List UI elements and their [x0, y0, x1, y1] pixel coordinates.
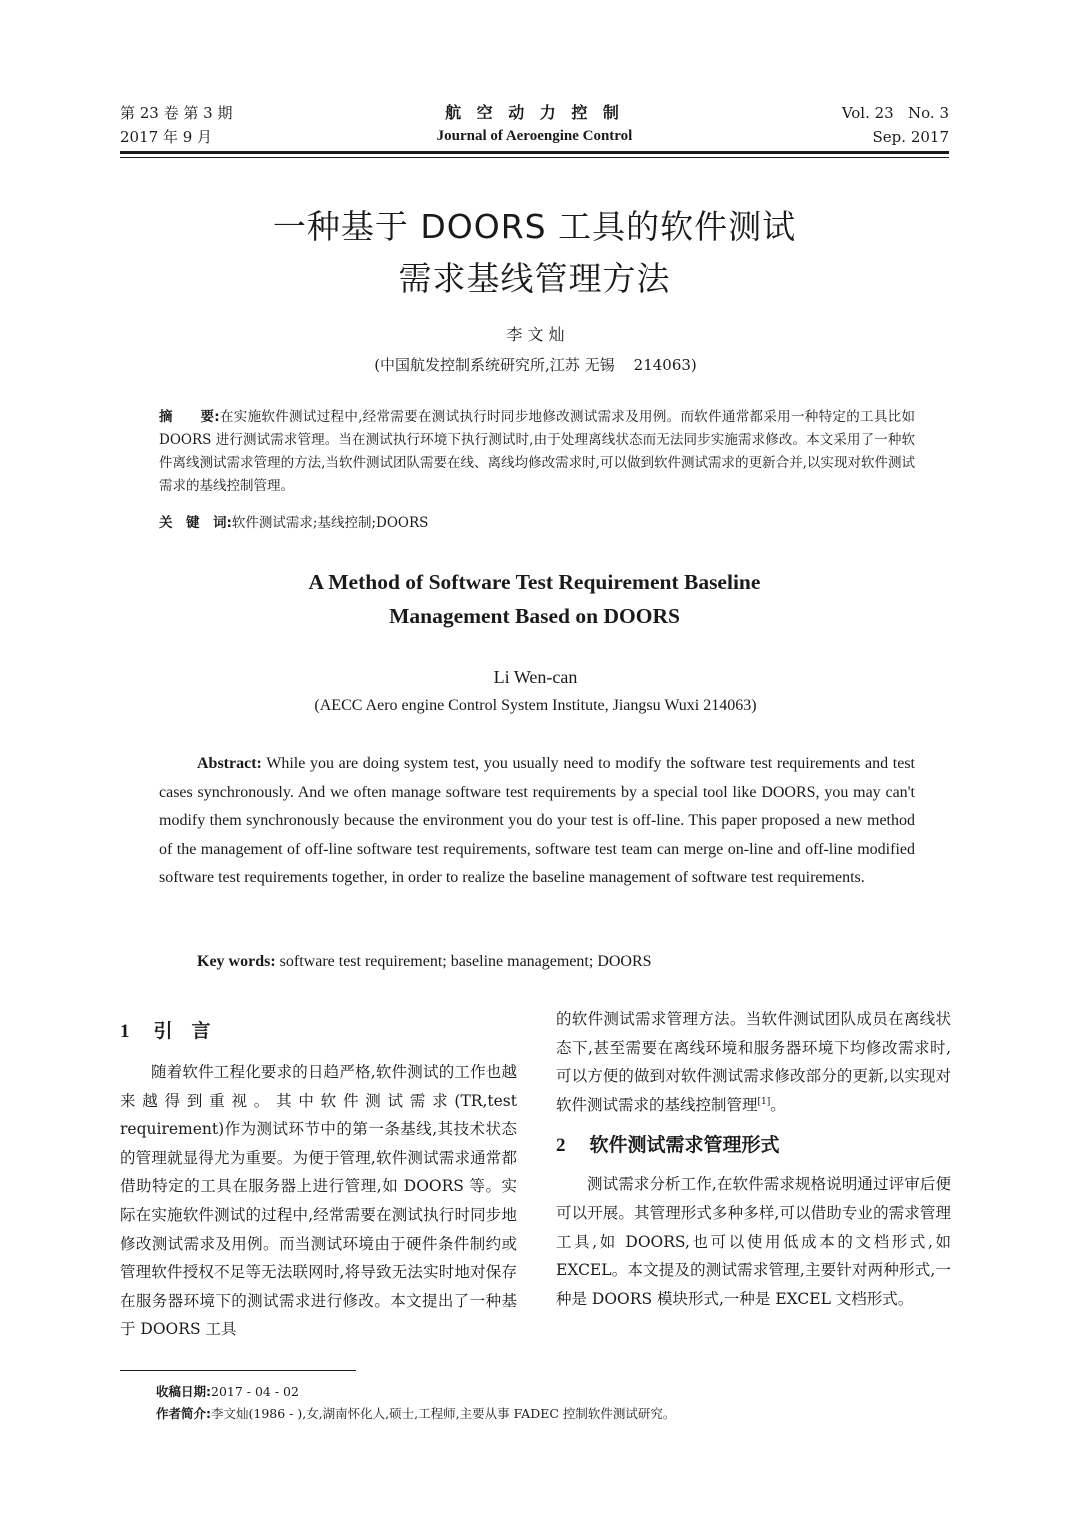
english-author: Li Wen-can — [493, 667, 578, 687]
abstract-cn-label: 摘 要: — [159, 409, 220, 425]
section-1-cont-end: 。 — [770, 1095, 786, 1114]
english-affiliation: (AECC Aero engine Control System Institute, Jiangsu Wuxi 214063) — [314, 697, 757, 714]
english-title — [120, 565, 949, 633]
abstract-cn-text: 在实施软件测试过程中,经常需要在测试执行时同步地修改测试需求及用例。而软件通常都采用一种特定的工具比如 DOORS 进行测试需求管理。当在测试执行环境下执行测试时,由于处理离线状态而无法同步实施需求修改。本文采用了一种软件离线测试需求管理的方法,当软件测试团队需要在线、离线均修改需求时,可以做到软件测试需求的更新合并,以实现对软件测试需求的基线控制管理。 — [159, 409, 916, 494]
title-line-1: 一种基于 DOORS 工具的软件测试 — [272, 207, 797, 246]
section-1-number: 1 — [120, 1021, 130, 1042]
footnote-author-bio — [156, 1404, 951, 1424]
citation-ref-1: [1] — [757, 1096, 771, 1107]
bio-label: 作者简介: — [156, 1406, 211, 1421]
header-volume: 第 23 卷 第 3 期 — [120, 104, 233, 122]
bio-text: 李文灿(1986 - ),女,湖南怀化人,硕士,工程师,主要从事 FADEC 控制软件测试研究。 — [211, 1406, 676, 1421]
keywords-cn — [159, 512, 915, 535]
section-2-number: 2 — [556, 1135, 566, 1157]
keywords-cn-text: 软件测试需求;基线控制;DOORS — [231, 515, 429, 531]
section-2-title: 软件测试需求管理形式 — [589, 1134, 780, 1157]
received-date: 2017 - 04 - 02 — [211, 1384, 299, 1399]
footnote-received — [156, 1382, 951, 1402]
section-1-cont-text: 的软件测试需求管理方法。当软件测试团队成员在离线状态下,甚至需要在离线环境和服务器环境下均修改需求时,可以方便的做到对软件测试需求修改部分的更新,以实现对软件测试需求的基线控制管理 — [556, 1010, 951, 1114]
abstract-en — [159, 750, 915, 893]
header-journal — [120, 101, 949, 147]
journal-name-cn: 航 空 动 力 控 制 — [445, 103, 624, 122]
header-rule-thin — [120, 157, 949, 158]
section-1-paragraph-continued — [556, 1005, 951, 1119]
english-title-line-1: A Method of Software Test Requirement Baseline — [308, 570, 761, 594]
section-1-title: 引 言 — [153, 1020, 211, 1042]
header-date-cn: 2017 年 9 月 — [120, 128, 213, 146]
keywords-en — [197, 948, 915, 976]
section-2-heading — [556, 1131, 951, 1160]
header-date-en: Sep. 2017 — [872, 128, 949, 146]
running-header — [120, 101, 949, 153]
header-issue-info — [842, 101, 949, 149]
footnote-rule — [120, 1370, 356, 1371]
section-1-paragraph: 随着软件工程化要求的日趋严格,软件测试的工作也越来越得到重视。其中软件测试需求(TR,test requirement)作为测试环节中的第一条基线,其技术状态的管理就显得尤为重要。为便于管理,软件测试需求通常都借助特定的工具在服务器上进行管理,如 DOORS 等。实际在实施软件测试的过程中,经常需要在测试执行时同步地修改测试需求及用例。而当测试环境由于硬件条件制约或管理软件授权不足等无法联网时,将导致无法实时地对保存在服务器环境下的测试需求进行修改。本文提出了一种基于 DOORS 工具 — [120, 1063, 517, 1339]
abstract-en-text: While you are doing system test, you usually need to modify the software test requirements and test cases synchronously. And we often manage software test requirements by a special tool like DOORS, you may can't modify them synchronously because the environment you do your test is off-line. This paper proposed a new method of the management of off-line software test requirements, software test team can merge on-line and off-line modified software test requirements together, in order to realize the baseline management of software test requirements. — [159, 755, 915, 886]
english-title-line-2: Management Based on DOORS — [389, 604, 680, 628]
keywords-cn-label: 关 键 词: — [159, 515, 232, 531]
abstract-cn — [159, 406, 915, 498]
section-2-paragraph: 测试需求分析工作,在软件需求规格说明通过评审后便可以开展。其管理形式多种多样,可以借助专业的需求管理工具,如 DOORS,也可以使用低成本的文档形式,如 EXCEL。本文提及的测试需求管理,主要针对两种形式,一种是 DOORS 模块形式,一种是 EXCEL 文档形式。 — [556, 1175, 951, 1308]
keywords-en-label: Key words: — [197, 953, 276, 970]
abstract-en-label: Abstract: — [197, 755, 262, 772]
body-column-left — [120, 1005, 517, 1344]
author-affiliation: (中国航发控制系统研究所,江苏 无锡 214063) — [374, 356, 697, 374]
journal-name-en: Journal of Aeroengine Control — [436, 128, 633, 144]
keywords-en-text: software test requirement; baseline management; DOORS — [279, 953, 652, 970]
author-name: 李 文 灿 — [506, 325, 565, 344]
paper-title — [120, 201, 949, 305]
section-1-heading — [120, 1017, 517, 1046]
body-column-right — [556, 1005, 951, 1313]
header-rule-thick — [120, 151, 949, 154]
title-line-2: 需求基线管理方法 — [398, 259, 671, 298]
header-vol-no: Vol. 23 No. 3 — [841, 104, 949, 122]
received-label: 收稿日期: — [156, 1384, 211, 1399]
